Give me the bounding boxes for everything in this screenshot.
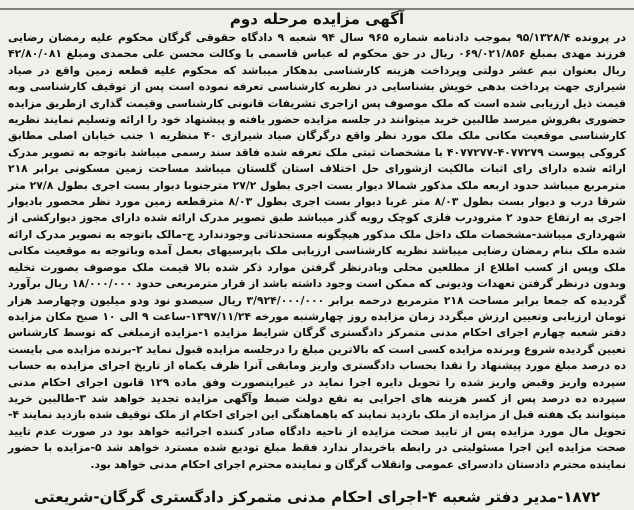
- notice-body: در پرونده ۹۵/۱۳۲۸/۴ بموجب دادنامه شماره ۹۶۵ سال ۹۴ شعبه ۹ دادگاه حقوقی گرگان محکوم علیه رمضان رضایی فرزند مهدی بمبلغ ۰۶۹/۰۲۱/۸۵۶ ریال در حق محکوم له عباس قاسمی با وکالت محسن علی محمدی ومبلغ ۴۲/۸۰/۰۸۱ ریال بعنوان نیم عشر دولتی وپرداخت هزینه کارشناسی بدهکار میباشد که محکوم علیه قطعه زمین واقع در صیاد شیرازی جهت پرداخت بدهی خویش بشناسایی در نظریه کارشناسی تعرفه نموده است پس از توقیف کارشناسی وبه قیمت ذیل ارزیابی شده است که ملک موصوف پس ازاجری تشریفات قانونی کارشناسی وقیمت گذاری ازطریق مزایده حضوری بفروش میرسد طالبین خرید میتوانند در جلسه مزایده حضور یافته و پیشنهاد خود را ارائه وتسلیم نمایند نظریه کارشناسی موقعیت مکانی ملک ملک مورد نظر واقع درگرگان صیاد شیرازی ۴۰ منظریه ۱ جنب خیابان اصلی مطابق کروکی پیوست ۴۰۷۷۲۷۹-۴۰۷۷۲۷۷ با مشخصات ثبتی ملک تعرفه شده فاقد سند رسمی میباشد باتوجه به تصویر مدرک ارائه شده دارای رای اثبات مالکیت ازشورای حل اختلاف استان گلستان میباشد مساحت زمین مسکونی برابر ۲۱۸ مترمربع میباشد حدود اربعه ملک مذکور شمالا دیوار بست اجری بطول ۲۷/۲ مترجنوبا دیوار بست اجری بطول ۲۷/۸ متر شرقا درب و دیوار بست بطول ۸/۰۳ متر غربا دیوار بست اجری بطول ۸/۰۳ مترقطعه زمین مورد نظر محصور بادیوار اجری به ارتفاع حدود ۲ مترودرب فلزی کوچک رویه گذر میباشد طبق تصویر مدرک ارائه شده دارای مجوز دیوارکشی از شهرداری میباشد-مشخصات ملک داخل ملک مذکور هیچگونه مستحدثاتی وجودندارد ج-مالک باتوجه به تصویر مدرک ارائه شده ملک بنام رمضان رضایی میباشد نظریه کارشناسی ارزیابی ملک باپرسیهای بعمل آمده وباتوجه به موقعیت مکانی ملک وپس از کسب اطلاع از مطلعین محلی وبادرنظر گرفتن موارد ذکر شده بالا قیمت ملک موصوف بصورت تخلیه وبدون درنظر گرفتن تعهدات ودیونی که ممکن است وجود داشته باشد از قرار مترمربعی حدود ۱۸/۰۰۰/۰۰۰ ریال برآورد گردیده که جمعا برابر مساحت ۲۱۸ مترمربع درحمه برابر ۳/۹۲۴/۰۰۰/۰۰۰ ریال سیصدو نود ودو میلیون وچهارصد هزار تومان ارزیابی وتعیین ارزش میگردد زمان مزایده روز چهارشنبه مورخه ۱۳۹۷/۱۱/۲۴-ساعت ۹ الی ۱۰ صبح مکان مزایده دفتر شعبه چهارم اجرای احکام مدنی متمرکز دادگستری گرگان شرایط مزایده ۱-مزایده ازمبلغی که توسط کارشناس تعیین گردیده شروع وبرنده مزایده کسی است که بالاترین مبلغ را درجلسه مزایده قبول نماید ۲-برنده مزایده می بایست ده درصد مبلغ مورد پیشنهاد را نقدا بحساب دادگستری واریز ومابقی آنرا ظرف یکماه از تاریخ اجرای مزایده به حساب سپرده واریز وقبض واریز شده را تحویل دایره اجرا نماید در غیراینصورت وفق ماده ۱۲۹ قانون اجرای احکام مدنی سپرده ده درصد پس از کسر هزینه های اجرایی به نفع دولت ضبط وآگهی مزایده تجدید خواهد شد ۳-طالبین خرید میتوانند یک هفته قبل از مزایده از ملک بازدید نمایند که باهماهنگی این اجرای احکام از ملک توقیف شده بازدید نمایند ۴-تحویل مال مورد مزایده پس از تایید صحت مزایده از ناحیه دادگاه صادر کننده اجرائیه خواهد بود در صورت عدم تایید صحت مزایده این اجرا مسئولیتی در رابطه باخریدار ندارد فقط مبلغ تودیع شده مسترد خواهد شد ۵-مزایده با حضور نماینده محترم دادستان دادسرای عمومی وانقلاب گرگان و نماینده محترم اجرای احکام مدنی خواهد بود.: [8, 31, 627, 471]
- notice-signature: ۱۸۷۲-مدیر دفتر شعبه ۴-اجرای احکام مدنی متمرکز دادگستری گرگان-شریعتی: [33, 488, 601, 506]
- notice-title: آگهی مزایده مرحله دوم: [229, 10, 405, 28]
- top-divider: [0, 2, 634, 10]
